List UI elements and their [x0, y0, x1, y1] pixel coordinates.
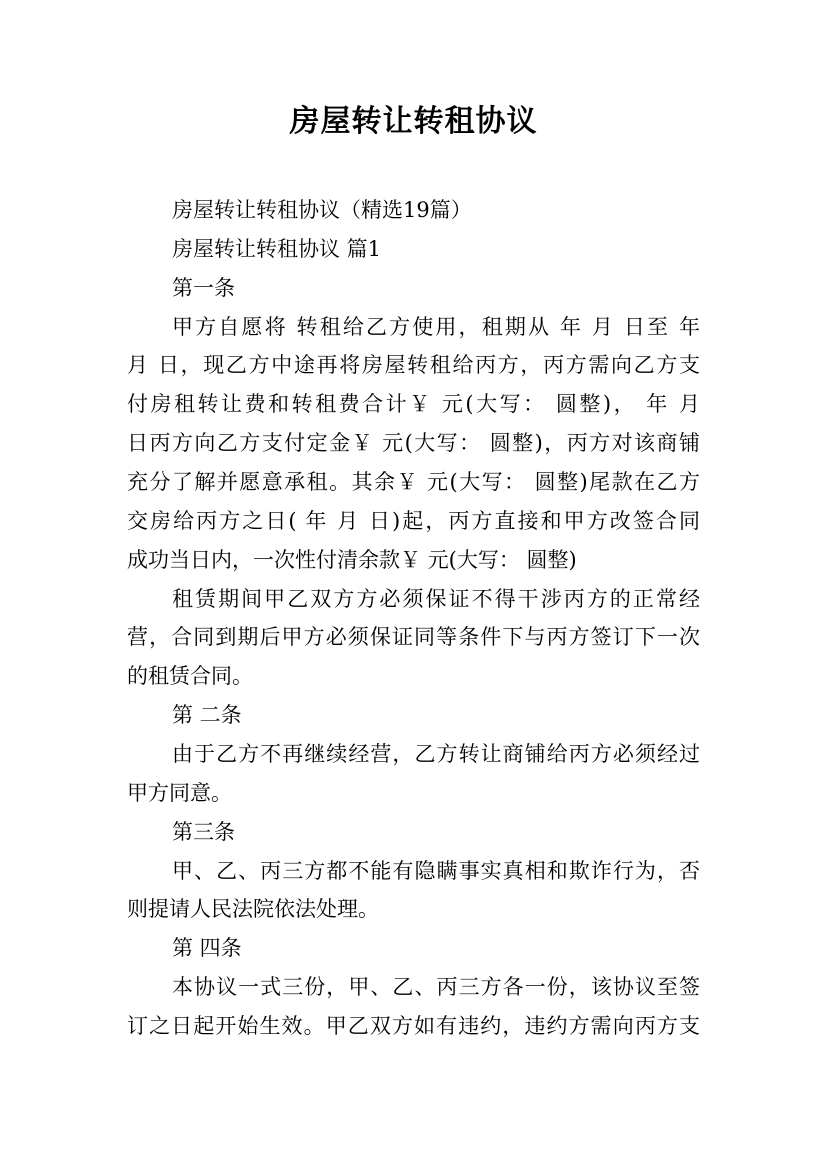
clause-heading-4	[127, 929, 700, 968]
paragraph	[127, 852, 700, 930]
paragraph	[127, 580, 700, 697]
clause-heading-3	[127, 813, 700, 852]
paragraph-line: 付房租转让费和转租费合计￥ 元(大写： 圆整)， 年 月	[127, 392, 700, 417]
paragraph-line: 月 日，现乙方中途再将房屋转租给丙方，丙方需向乙方支	[127, 353, 700, 378]
paragraph-line: 由于乙方不再继续经营，乙方转让商铺给丙方必须经过	[172, 742, 700, 767]
paragraph-line: 营，合同到期后甲方必须保证同等条件下与丙方签订下一次	[127, 625, 700, 650]
paragraph-line: 日丙方向乙方支付定金￥ 元(大写： 圆整)，丙方对该商铺	[127, 431, 700, 456]
paragraph-collection-title	[127, 191, 700, 230]
paragraph-line: 第一条	[172, 275, 235, 300]
paragraph-line: 本协议一式三份，甲、乙、丙三方各一份，该协议至签	[172, 975, 700, 1000]
paragraph-line: 订之日起开始生效。甲乙双方如有违约，违约方需向丙方支	[127, 1014, 700, 1039]
paragraph	[127, 308, 700, 580]
paragraph-line: 充分了解并愿意承租。其余￥ 元(大写： 圆整)尾款在乙方	[127, 470, 700, 495]
document-body	[127, 191, 700, 1046]
paragraph-line: 甲、乙、丙三方都不能有隐瞒事实真相和欺诈行为，否	[172, 858, 700, 883]
paragraph-line: 交房给丙方之日( 年 月 日)起，丙方直接和甲方改签合同	[127, 508, 700, 533]
paragraph-line: 甲方同意。	[127, 780, 232, 805]
paragraph-line: 第 二条	[172, 703, 242, 728]
paragraph-line: 则提请人民法院依法处理。	[127, 897, 379, 922]
paragraph-line: 甲方自愿将 转租给乙方使用，租期从 年 月 日至 年	[172, 314, 700, 339]
paragraph-line: 的租赁合同。	[127, 664, 253, 689]
paragraph-line: 租赁期间甲乙双方方必须保证不得干涉丙方的正常经	[172, 586, 700, 611]
document-title: 房屋转让转租协议	[289, 104, 538, 139]
clause-heading-1	[127, 269, 700, 308]
paragraph	[127, 968, 700, 1046]
paragraph-line: 成功当日内，一次性付清余款￥ 元(大写： 圆整)	[127, 547, 577, 572]
paragraph-line: 第三条	[172, 819, 235, 844]
paragraph-line: 房屋转让转租协议（精选19篇）	[172, 198, 472, 222]
clause-heading-2	[127, 696, 700, 735]
paragraph	[127, 735, 700, 813]
paragraph-line: 房屋转让转租协议 篇1	[172, 236, 382, 261]
section-heading	[127, 230, 700, 269]
paragraph-line: 第 四条	[172, 936, 242, 961]
